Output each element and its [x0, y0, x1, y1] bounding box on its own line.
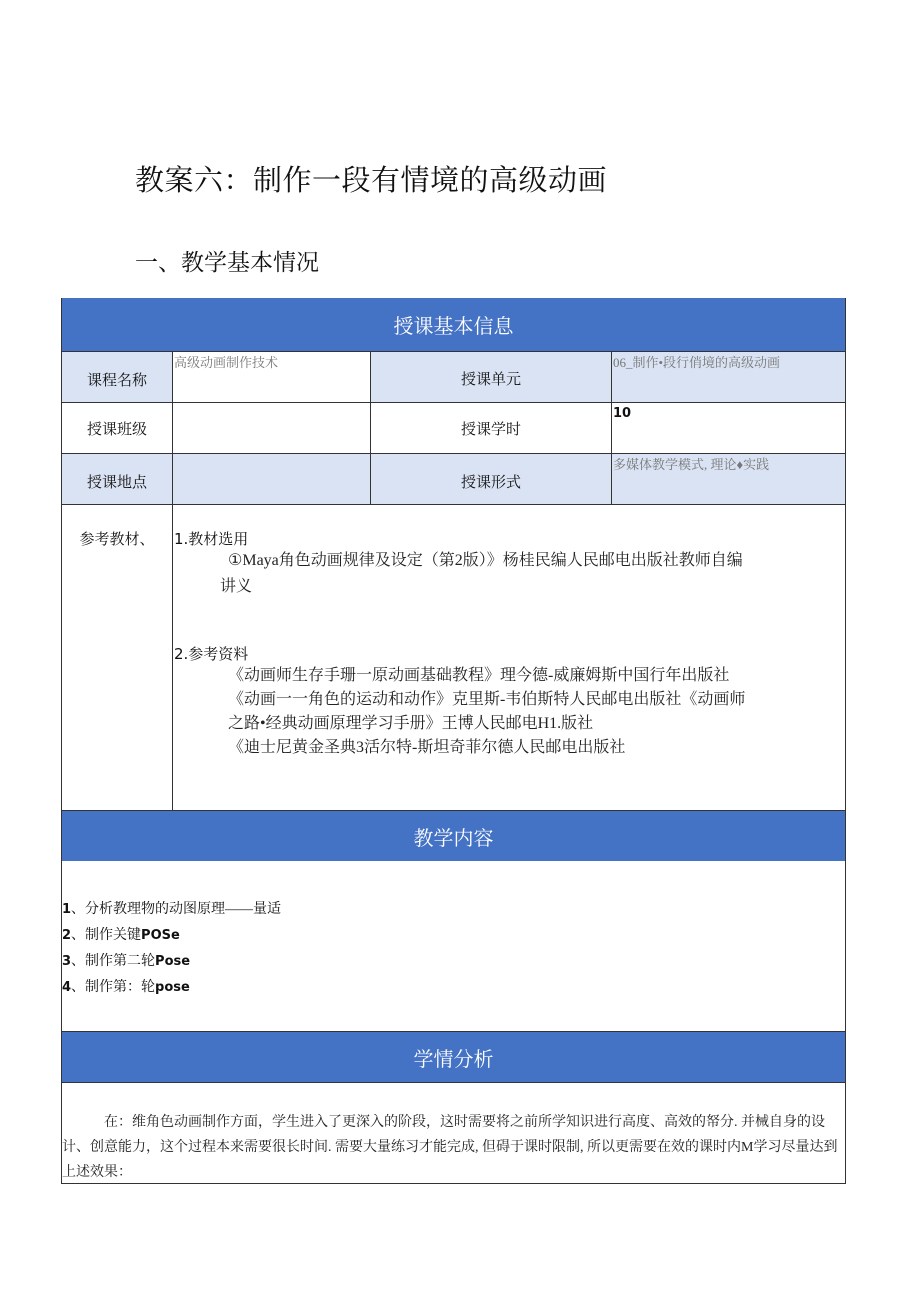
column-divider: [370, 351, 371, 504]
reference-line-4: 《迪士尼黄金圣典3活尔特-斯坦奇菲尔德人民邮电出版社: [228, 739, 626, 756]
row-divider: [61, 402, 846, 403]
row-divider: [61, 1082, 846, 1083]
analysis-paragraph: 在：维角色动画制作方面，学生进入了更深入的阶段，这时需要将之前所学知识进行高度、高效的帑分. 并械自身的设计、创意能力，这个过程本来需要很长时间. 需要大量练习才能完成, 但碍于课时限制, 所以更需要在效的课时内M学习尽量达到上述效果：: [62, 1115, 838, 1180]
row-divider: [61, 810, 846, 811]
row-divider: [61, 351, 846, 352]
class-label: 授课班级: [86, 419, 147, 438]
column-divider: [611, 351, 612, 504]
reference-line-2: 《动画一一角色的运动和动作》克里斯-韦伯斯特人民邮电出版社《动画师: [228, 691, 746, 708]
table-border-right: [845, 298, 846, 1184]
location-value: [173, 454, 370, 504]
table-border-left: [61, 298, 62, 1184]
row-divider: [61, 1031, 846, 1032]
basic-info-band: [61, 298, 846, 351]
content-item: 1、分析教理物的动图原理——量适: [62, 902, 282, 917]
analysis-band: [61, 1032, 846, 1082]
column-divider: [172, 351, 173, 810]
textbook-line-1: ①Maya角色动画规律及设定（第2版）》杨桂民编人民邮电出版社教师自编: [228, 552, 743, 569]
basic-info-band-title: 授课基本信息: [393, 314, 514, 338]
row-divider: [61, 453, 846, 454]
unit-label: 授课单元: [371, 352, 611, 402]
teaching-content-band: [61, 811, 846, 861]
content-item: 3、制作第二轮Pose: [62, 954, 191, 969]
course-name-label: 课程名称: [62, 352, 172, 402]
class-value: [173, 403, 370, 453]
content-item: 2、制作关键POSe: [62, 928, 180, 943]
location-label: 授课地点: [62, 454, 172, 504]
course-name-value: 高级动画制作技术: [174, 355, 279, 370]
reference-line-1: 《动画师生存手珊一原动画基础教程》理今德-威廉姆斯中国行年出版社: [228, 667, 730, 684]
hours-value: 10: [613, 406, 632, 421]
format-label: 授课形式: [371, 454, 611, 504]
hours-label: 授课学时: [460, 419, 521, 438]
content-item: 4、制作第：轮pose: [62, 980, 190, 995]
reference-line-3: 之路•经典动画原理学习手册》王博人民邮电H1.版社: [228, 715, 594, 732]
unit-value: 06_制作•段行俏境的高级动画: [612, 352, 845, 402]
table-border-bottom: [61, 1183, 846, 1184]
row-divider: [61, 504, 846, 505]
references-label: 参考教材、: [79, 530, 155, 548]
format-value: 多媒体教学模式, 理论♦实践: [612, 454, 845, 504]
analysis-band-title: 学情分析: [413, 1046, 494, 1071]
section-heading: 一、教学基本情况: [135, 250, 319, 276]
page-title: 教案六：制作一段有情境的高级动画: [135, 163, 608, 197]
textbook-line-2: 讲义: [220, 578, 253, 595]
textbook-heading: 1.教材选用: [174, 530, 249, 548]
reference-heading: 2.参考资料: [174, 645, 249, 663]
teaching-content-band-title: 教学内容: [413, 825, 494, 850]
